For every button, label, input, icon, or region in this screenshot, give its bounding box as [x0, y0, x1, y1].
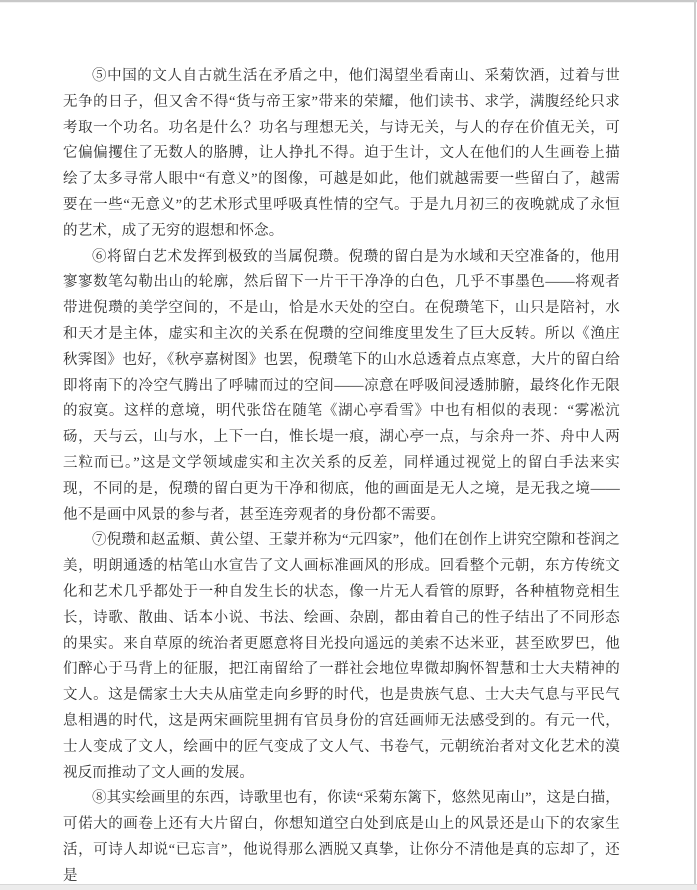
paragraph-7-marker: ⑦: [92, 532, 107, 549]
paragraph-5-marker: ⑤: [92, 68, 108, 84]
bottom-window-edge: [0, 884, 697, 890]
paragraph-6-text: 将留白艺术发挥到极致的当属倪瓒。倪瓒的留白是为水域和天空准备的，他用寥寥数笔勾勒出山的轮廓，然后留下一片干干净净的白色，几乎不事墨色——将观者带进倪瓒的美学空间的，不是山，恰是水天处的空白。在倪瓒笔下，山只是陪衬，水和天才是主体，虚实和主次的关系在倪瓒的空间维度里发生了巨大反转。所以《渔庄秋霁图》也好，《秋亭嘉树图》也罢，倪瓒笔下的山水总透着点点寒意，大片的留白给即将南下的冷空气腾出了呼啸而过的空间——凉意在呼吸间浸透肺腑，最终化作无限的寂寞。这样的意境，明代张岱在随笔《湖心亭看雪》中也有相似的表现：“雾凇沆砀，天与云，山与水，上下一白，惟长堤一痕，湖心亭一点，与余舟一芥、舟中人两三粒而已。”这是文学领域虚实和主次关系的反差，同样通过视觉上的留白手法来实现，不同的是，倪瓒的留白更为干净和彻底，他的画面是无人之境，是无我之境——他不是画中风景的参与者，甚至连旁观者的身份都不需要。: [63, 248, 621, 523]
right-window-edge: [694, 0, 696, 890]
paragraph-7-text: 倪瓒和赵孟頫、黄公望、王蒙并称为“元四家”，他们在创作上讲究空隙和苍润之美，明朗通透的枯笔山水宣告了文人画标准画风的形成。回看整个元朝，东方传统文化和艺术几乎都处于一种自发生长的状态，像一片无人看管的原野，各种植物竞相生长，诗歌、散曲、话本小说、书法、绘画、杂剧，都由着自己的性子结出了不同形态的果实。来自草原的统治者更愿意将目光投向遥远的美索不达米亚，甚至欧罗巴，他们醉心于马背上的征服，把江南留给了一群社会地位卑微却胸怀智慧和士大夫精神的文人。这是儒家士大夫从庙堂走向乡野的时代，也是贵族气息、士大夫气息与平民气息相遇的时代，这是两宋画院里拥有官员身份的宫廷画师无法感受到的。有元一代，士人变成了文人，绘画中的匠气变成了文人气、书卷气，元朝统治者对文化艺术的漠视反而推动了文人画的发展。: [63, 532, 620, 781]
document-text-area: [63, 64, 620, 890]
paragraph-5-text: 中国的文人自古就生活在矛盾之中，他们渴望坐看南山、采菊饮酒，过着与世无争的日子，但又舍不得“货与帝王家”带来的荣耀，他们读书、求学，满腹经纶只求考取一个功名。功名是什么？功名与理想无关，与诗无关，与人的存在价值无关，可它偏偏攫住了无数人的胳膊，让人挣扎不得。迫于生计，文人在他们的人生画卷上描绘了太多寻常人眼中“有意义”的图像，可越是如此，他们就越需要一些留白了，越需要在一些“无意义”的艺术形式里呼吸真性情的空气。于是九月初三的夜晚就成了永恒的艺术，成了无穷的遐想和怀念。: [63, 68, 621, 239]
paragraph-8: [63, 786, 620, 889]
top-window-edge: [0, 0, 697, 3]
paragraph-6-marker: ⑥: [92, 248, 108, 265]
paragraph-7: [63, 528, 620, 786]
paragraph-5: [63, 64, 620, 245]
paragraph-8-marker: ⑧: [92, 790, 107, 807]
paragraph-8-text: 其实绘画里的东西，诗歌里也有，你读“采菊东篱下，悠然见南山”，这是白描，可偌大的画卷上还有大片留白，你想知道空白处到底是山上的风景还是山下的农家生活，可诗人却说“已忘言”，他说得那么洒脱又真挚，让你分不清他是真的忘却了，还是: [63, 790, 620, 884]
paragraph-6: [63, 245, 620, 529]
